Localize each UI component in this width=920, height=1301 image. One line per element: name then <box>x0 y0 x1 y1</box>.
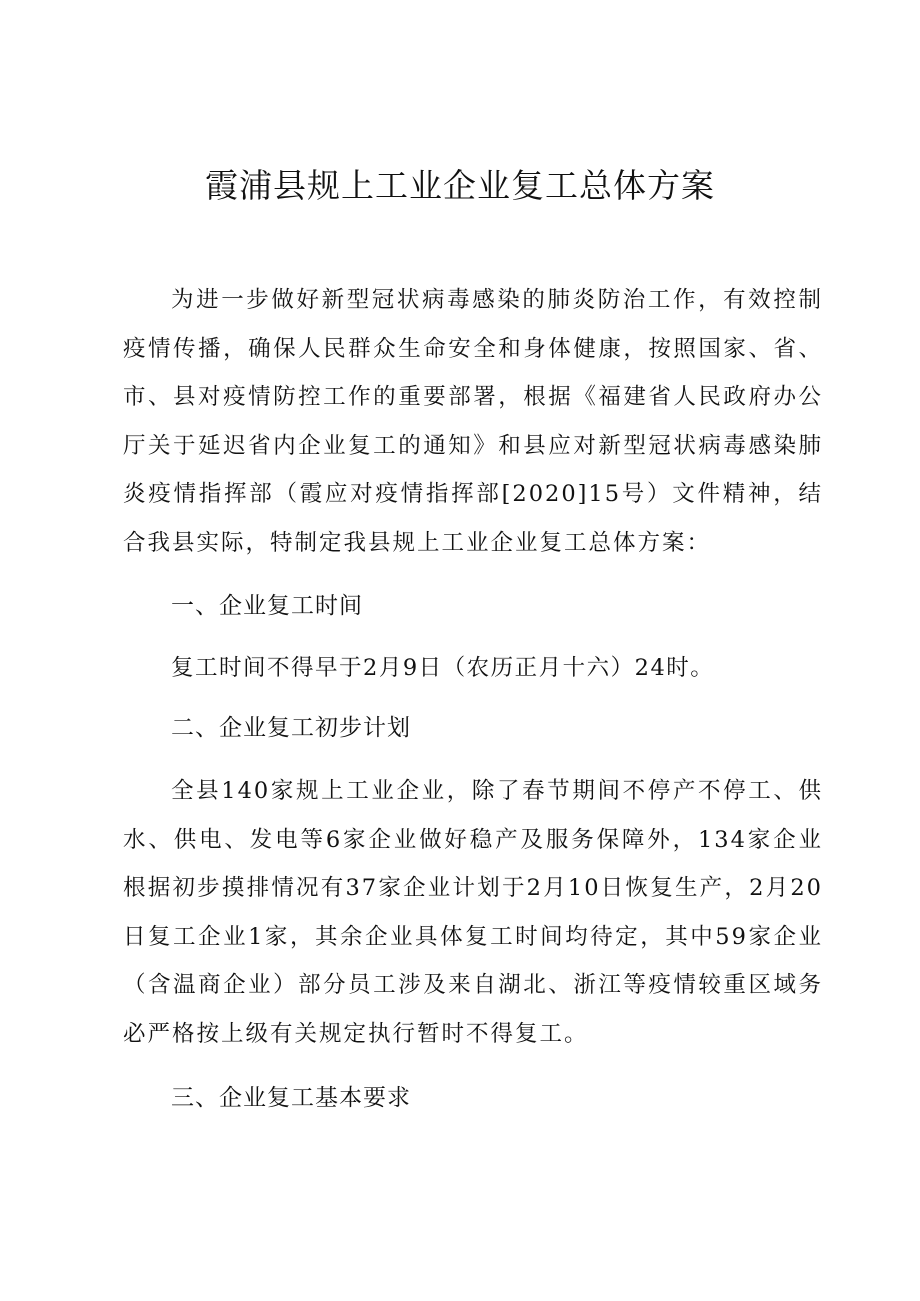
section-heading-3: 三、企业复工基本要求 <box>171 1085 411 1111</box>
section-2-content: 全县140家规上工业企业，除了春节期间不停产不停工、供水、供电、发电等6家企业做好稳产及服务保障外，134家企业根据初步摸排情况有37家企业计划于2月10日恢复生产，2月20日复工企业1家，其余企业具体复工时间均待定，其中59家企业（含温商企业）部分员工涉及来自湖北、浙江等疫情较重区域务必严格按上级有关规定执行暂时不得复工。 <box>123 778 823 1047</box>
intro-paragraph-block <box>123 276 823 568</box>
section-1-content: 复工时间不得早于2月9日（农历正月十六）24时。 <box>171 655 715 681</box>
section-heading-2: 二、企业复工初步计划 <box>171 715 411 741</box>
section-heading-1: 一、企业复工时间 <box>171 593 363 619</box>
section-2-content-block <box>123 767 823 1059</box>
document-title: 霞浦县规上工业企业复工总体方案 <box>205 166 715 205</box>
intro-paragraph: 为进一步做好新型冠状病毒感染的肺炎防治工作，有效控制疫情传播，确保人民群众生命安全和身体健康，按照国家、省、市、县对疫情防控工作的重要部署，根据《福建省人民政府办公厅关于延迟省内企业复工的通知》和县应对新型冠状病毒感染肺炎疫情指挥部（霞应对疫情指挥部[2020]15号）文件精神，结合我县实际，特制定我县规上工业企业复工总体方案： <box>123 287 823 556</box>
